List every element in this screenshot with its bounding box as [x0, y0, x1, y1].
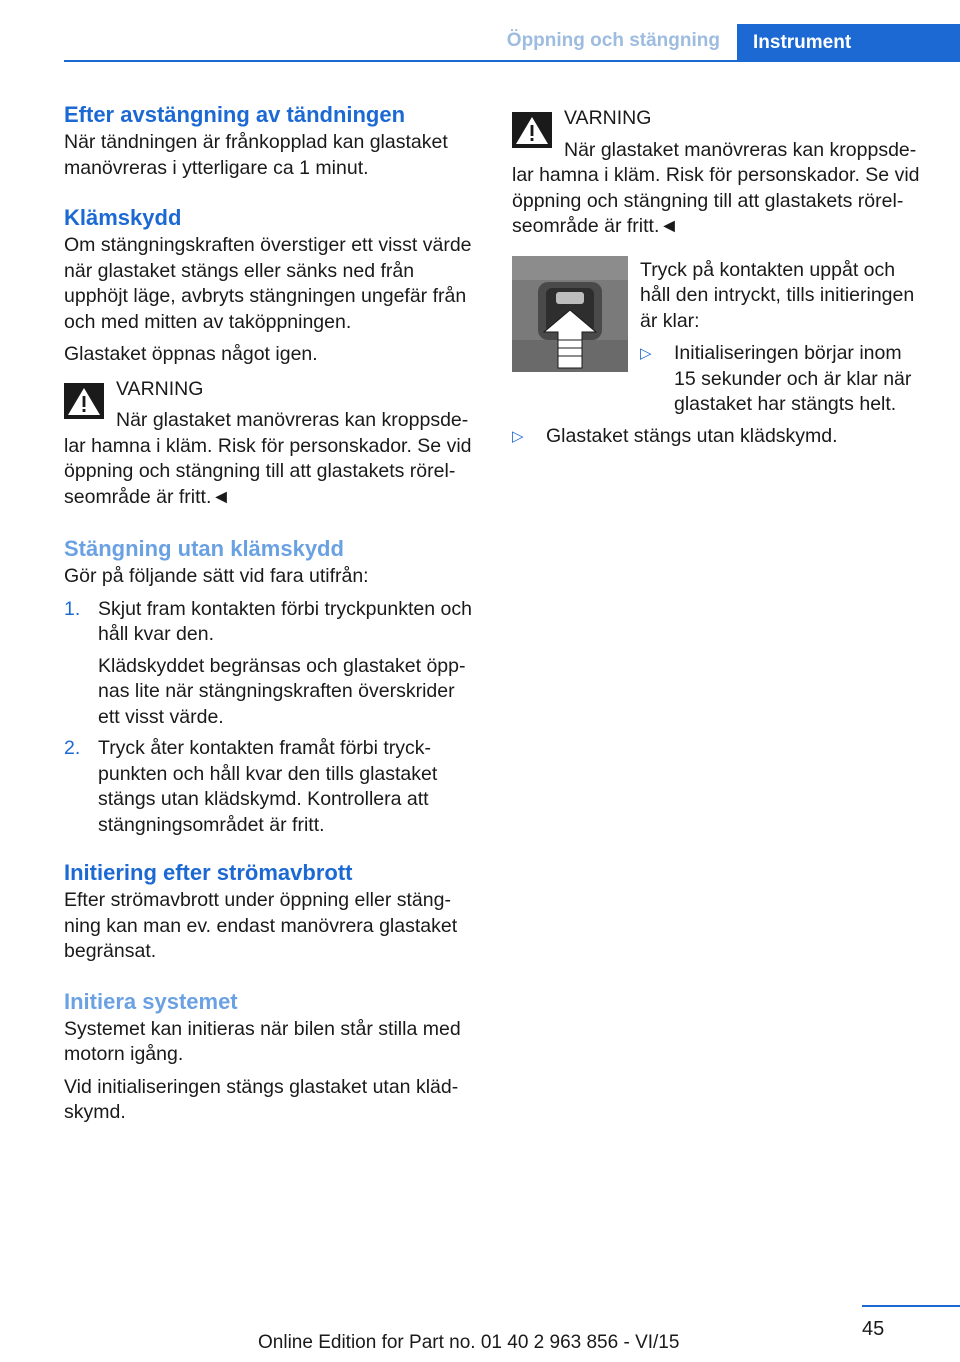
paragraph: Gör på följande sätt vid fara utifrån:	[64, 565, 369, 587]
section-title: Initiering efter strömavbrott	[64, 860, 353, 885]
header-rule	[64, 60, 737, 62]
warning-text: När glastaket manövreras kan kroppsdelar hamna i kläm. Risk för personskador. Se vid öppning och stängning till att glastakets rörelseområde är fritt.◄	[64, 409, 472, 508]
paragraph: Om stängningskraften överstiger ett visst värde när glastaket stängs eller sänks ned från upphöjt läge, avbryts stängningen ungefär från och med mitten av taköppningen.	[64, 234, 472, 333]
right-column	[512, 104, 924, 455]
list-item	[640, 341, 924, 418]
section-title: Initiera systemet	[64, 988, 238, 1014]
warning-triangle-icon	[512, 112, 552, 148]
list-item	[64, 597, 476, 731]
warning-box	[512, 104, 924, 240]
steps-list	[64, 597, 476, 839]
roof-switch-photo	[512, 256, 628, 372]
section-close-without-pinch	[64, 534, 476, 838]
section-title: Klämskydd	[64, 205, 182, 230]
left-column	[64, 100, 476, 1148]
header-chapter-tab: Instrument	[737, 24, 960, 62]
section-title: Stängning utan klämskydd	[64, 536, 344, 561]
page-number: 45	[862, 1318, 885, 1340]
step-text: Skjut fram kontakten förbi tryckpunkten och håll kvar den.	[98, 597, 472, 645]
list-item	[64, 736, 476, 838]
instruction-text: Tryck på kontakten uppåt och håll den intryckt, tills initieringen är klar:	[640, 258, 915, 332]
paragraph: När tändningen är frånkopplad kan glastaket manövreras i ytterligare ca 1 minut.	[64, 131, 448, 179]
section-initialize-system	[64, 987, 476, 1126]
warning-title: VARNING	[564, 107, 652, 129]
section-init-after-power-loss	[64, 858, 476, 965]
nested-bullet-list	[640, 341, 924, 418]
paragraph: Systemet kan initieras när bilen står stilla med motorn igång.	[64, 1017, 461, 1065]
edition-text: Online Edition for Part no. 01 40 2 963 856 - VI/15	[258, 1332, 680, 1353]
paragraph: Vid initialiseringen stängs glastaket utan klädskymd.	[64, 1075, 459, 1123]
footer-rule	[862, 1305, 960, 1307]
section-pinch-protection	[64, 203, 476, 368]
step-subtext: Klädskyddet begränsas och glastaket öppnas lite när stängningskraften överskrider ett visst värde.	[98, 654, 466, 728]
paragraph: Efter strömavbrott under öppning eller stängning kan man ev. endast manövrera glastaket begränsat.	[64, 889, 458, 962]
list-item	[512, 424, 924, 450]
bullet-triangle-icon: ▷	[512, 427, 524, 445]
page-header	[0, 0, 960, 62]
bullet-text: Glastaket stängs utan klädskymd.	[546, 424, 838, 447]
warning-title: VARNING	[116, 377, 204, 400]
section-title: Efter avstängning av tändningen	[64, 102, 406, 127]
bullet-text: Initialiseringen börjar inom 15 sekunder och är klar när glastaket har stängts helt.	[674, 342, 912, 415]
warning-triangle-icon	[64, 383, 104, 419]
section-ignition-off	[64, 100, 476, 181]
warning-box	[64, 375, 476, 511]
warning-text: När glastaket manövreras kan kroppsdelar hamna i kläm. Risk för personskador. Se vid öppning och stängning till att glastakets rörelseområde är fritt.◄	[512, 138, 920, 237]
figure-row	[512, 256, 924, 424]
paragraph: Glastaket öppnas något igen.	[64, 343, 318, 365]
step-number: 2.	[64, 737, 81, 759]
step-text: Tryck åter kontakten framåt förbi tryckpunkten och håll kvar den tills glastaket stängs utan klädskymd. Kontrollera att stängningsområdet är fritt.	[98, 737, 438, 836]
header-section-title: Öppning och stängning	[506, 30, 720, 51]
bullet-triangle-icon: ▷	[640, 345, 652, 362]
step-number: 1.	[64, 597, 81, 620]
